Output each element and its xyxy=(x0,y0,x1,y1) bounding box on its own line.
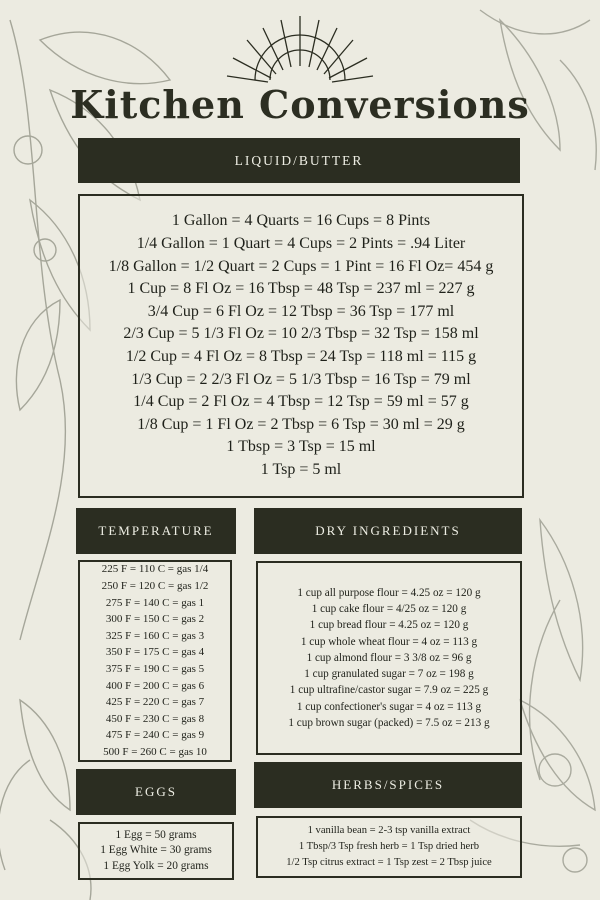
liquid-line: 2/3 Cup = 5 1/3 Fl Oz = 10 2/3 Tbsp = 32 Tsp = 158 ml xyxy=(123,325,479,343)
eggs-line: 1 Egg White = 30 grams xyxy=(100,844,212,857)
page-title: Kitchen Conversions xyxy=(70,82,530,127)
eggs-panel xyxy=(78,822,234,880)
dry-line: 1 cup all purpose flour = 4.25 oz = 120 g xyxy=(297,586,481,599)
liquid-butter-panel xyxy=(78,194,524,498)
liquid-butter-header xyxy=(78,138,520,183)
liquid-line: 1/4 Cup = 2 Fl Oz = 4 Tbsp = 12 Tsp = 59 ml = 57 g xyxy=(133,393,469,411)
herbs-line: 1 vanilla bean = 2-3 tsp vanilla extract xyxy=(307,825,471,836)
dry-ingredients-panel xyxy=(256,561,522,755)
dry-line: 1 cup whole wheat flour = 4 oz = 113 g xyxy=(300,635,478,648)
dry-line: 1 cup confectioner's sugar = 4 oz = 113 g xyxy=(296,700,482,713)
dry-line: 1 cup ultrafine/castor sugar = 7.9 oz = 225 g xyxy=(289,684,489,697)
temperature-line: 250 F = 120 C = gas 1/2 xyxy=(101,580,209,593)
eggs-line: 1 Egg = 50 grams xyxy=(115,828,197,841)
dry-line: 1 cup cake flour = 4/25 oz = 120 g xyxy=(311,602,467,615)
dry-line: 1 cup granulated sugar = 7 oz = 198 g xyxy=(304,668,474,681)
dry-ingredients-heading: DRY INGREDIENTS xyxy=(315,523,461,538)
temperature-line: 225 F = 110 C = gas 1/4 xyxy=(101,563,209,576)
herbs-line: 1 Tbsp/3 Tsp fresh herb = 1 Tsp dried herb xyxy=(298,841,480,852)
herbs-line: 1/2 Tsp citrus extract = 1 Tsp zest = 2 Tbsp juice xyxy=(286,857,492,868)
liquid-line: 1/2 Cup = 4 Fl Oz = 8 Tbsp = 24 Tsp = 118 ml = 115 g xyxy=(125,348,477,365)
liquid-line: 1 Cup = 8 Fl Oz = 16 Tbsp = 48 Tsp = 237 ml = 227 g xyxy=(127,280,475,298)
eggs-header xyxy=(76,769,236,815)
liquid-line: 1 Gallon = 4 Quarts = 16 Cups = 8 Pints xyxy=(171,212,431,230)
temperature-line: 500 F = 260 C = gas 10 xyxy=(103,745,207,758)
temperature-line: 425 F = 220 C = gas 7 xyxy=(105,696,205,709)
temperature-line: 350 F = 175 C = gas 4 xyxy=(105,646,205,659)
temperature-heading: TEMPERATURE xyxy=(98,523,214,538)
temperature-line: 300 F = 150 C = gas 2 xyxy=(105,613,205,626)
dry-line: 1 cup almond flour = 3 3/8 oz = 96 g xyxy=(306,651,472,664)
temperature-header xyxy=(76,508,236,554)
dry-line: 1 cup brown sugar (packed) = 7.5 oz = 213 g xyxy=(288,717,490,730)
sunburst-ornament xyxy=(225,14,375,84)
temperature-line: 475 F = 240 C = gas 9 xyxy=(105,729,205,742)
temperature-panel xyxy=(78,560,232,762)
liquid-butter-heading: LIQUID/BUTTER xyxy=(234,152,364,168)
temperature-line: 275 F = 140 C = gas 1 xyxy=(105,596,205,609)
dry-line: 1 cup bread flour = 4.25 oz = 120 g xyxy=(309,619,469,632)
temperature-line: 375 F = 190 C = gas 5 xyxy=(105,663,205,675)
eggs-heading: EGGS xyxy=(135,784,177,799)
liquid-line: 1 Tsp = 5 ml xyxy=(260,460,342,478)
herbs-spices-header xyxy=(254,762,522,808)
herbs-spices-heading: HERBS/SPICES xyxy=(331,777,445,792)
liquid-line: 1 Tbsp = 3 Tsp = 15 ml xyxy=(226,438,376,456)
liquid-line: 1/3 Cup = 2 2/3 Fl Oz = 5 1/3 Tbsp = 16 Tsp = 79 ml xyxy=(131,370,471,388)
dry-ingredients-header xyxy=(254,508,522,554)
eggs-line: 1 Egg Yolk = 20 grams xyxy=(103,859,209,872)
temperature-line: 400 F = 200 C = gas 6 xyxy=(105,679,205,692)
liquid-line: 1/8 Gallon = 1/2 Quart = 2 Cups = 1 Pint = 16 Fl Oz= 454 g xyxy=(108,257,494,275)
liquid-line: 3/4 Cup = 6 Fl Oz = 12 Tbsp = 36 Tsp = 177 ml xyxy=(147,302,455,320)
temperature-line: 325 F = 160 C = gas 3 xyxy=(105,629,205,642)
liquid-line: 1/8 Cup = 1 Fl Oz = 2 Tbsp = 6 Tsp = 30 ml = 29 g xyxy=(137,415,465,433)
temperature-line: 450 F = 230 C = gas 8 xyxy=(105,712,205,725)
herbs-spices-panel xyxy=(256,816,522,878)
liquid-line: 1/4 Gallon = 1 Quart = 4 Cups = 2 Pints = .94 Liter xyxy=(136,235,466,253)
